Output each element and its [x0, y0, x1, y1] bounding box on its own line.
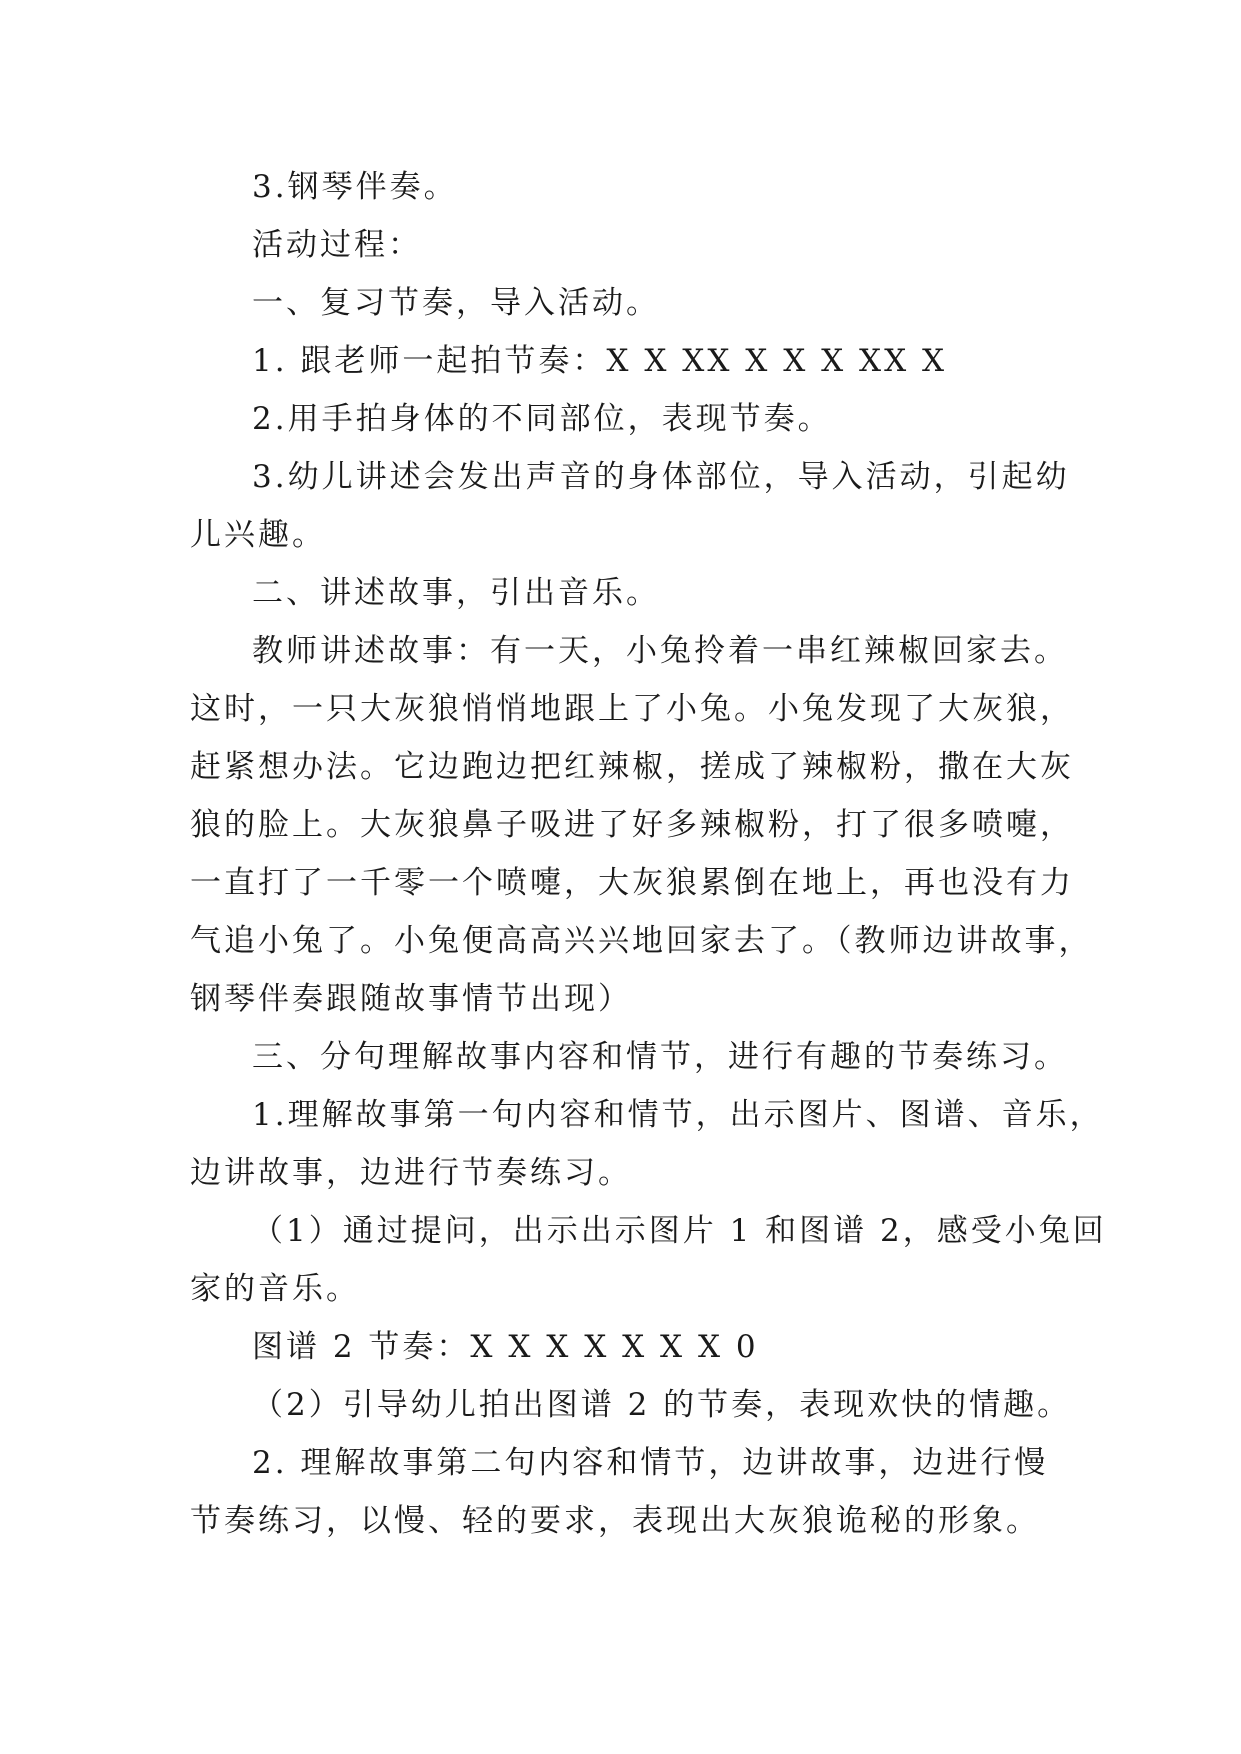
- paragraph-line: 3.幼儿讲述会发出声音的身体部位，导入活动，引起幼: [252, 459, 1070, 495]
- paragraph-line: 教师讲述故事：有一天，小兔拎着一串红辣椒回家去。: [252, 633, 1068, 669]
- paragraph-line: 节奏练习，以慢、轻的要求，表现出大灰狼诡秘的形象。: [190, 1503, 1040, 1539]
- paragraph-line: 钢琴伴奏跟随故事情节出现）: [190, 981, 632, 1017]
- section-heading: 活动过程：: [252, 227, 422, 263]
- paragraph-line: （1）通过提问，出示出示图片 1 和图谱 2，感受小兔回: [252, 1213, 1107, 1249]
- paragraph-line: 2.用手拍身体的不同部位，表现节奏。: [252, 401, 832, 437]
- paragraph-line: 边讲故事，边进行节奏练习。: [190, 1155, 632, 1191]
- paragraph-line: 家的音乐。: [190, 1271, 360, 1307]
- paragraph-line: 狼的脸上。大灰狼鼻子吸进了好多辣椒粉，打了很多喷嚏，: [190, 807, 1074, 843]
- paragraph-line: 一直打了一千零一个喷嚏，大灰狼累倒在地上，再也没有力: [190, 865, 1074, 901]
- section-heading: 一、复习节奏，导入活动。: [252, 285, 660, 321]
- paragraph-line: 2. 理解故事第二句内容和情节，边讲故事，边进行慢: [252, 1445, 1049, 1481]
- paragraph-line: （2）引导幼儿拍出图谱 2 的节奏，表现欢快的情趣。: [252, 1387, 1072, 1423]
- paragraph-line: 这时，一只大灰狼悄悄地跟上了小兔。小兔发现了大灰狼，: [190, 691, 1074, 727]
- paragraph-line: 1. 跟老师一起拍节奏：X X XX X X X XX X: [252, 343, 948, 379]
- section-heading: 二、讲述故事，引出音乐。: [252, 575, 660, 611]
- section-heading: 三、分句理解故事内容和情节，进行有趣的节奏练习。: [252, 1039, 1068, 1075]
- paragraph-line: 赶紧想办法。它边跑边把红辣椒，搓成了辣椒粉，撒在大灰: [190, 749, 1074, 785]
- paragraph-line: 图谱 2 节奏：X X X X X X X 0: [252, 1329, 759, 1365]
- paragraph-line: 3.钢琴伴奏。: [252, 169, 458, 205]
- document-body: [190, 158, 1107, 1550]
- paragraph-line: 儿兴趣。: [190, 517, 326, 553]
- paragraph-line: 气追小兔了。小兔便高高兴兴地回家去了。（教师边讲故事，: [190, 923, 1093, 959]
- paragraph-line: 1.理解故事第一句内容和情节，出示图片、图谱、音乐，: [252, 1097, 1104, 1133]
